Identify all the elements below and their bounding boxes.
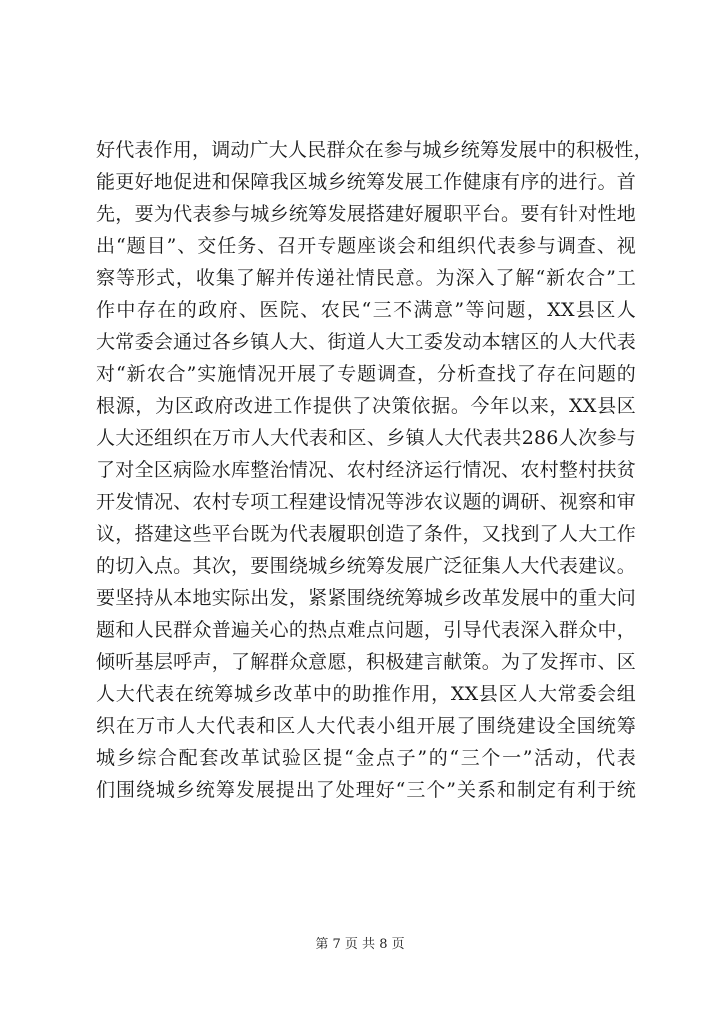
text-line: 察等形式，收集了解并传递社情民意。为深入了解“新农合”工 — [96, 267, 636, 289]
text-line: 能更好地促进和保障我区城乡统筹发展工作健康有序的进行。首 — [96, 171, 636, 193]
text-line: 开发情况、农村专项工程建设情况等涉农议题的调研、视察和审 — [96, 491, 636, 513]
text-line: 先，要为代表参与城乡统筹发展搭建好履职平台。要有针对性地 — [96, 203, 636, 225]
text-line: 城乡综合配套改革试验区提“金点子”的“三个一”活动，代表 — [96, 747, 636, 769]
text-line: 根源，为区政府改进工作提供了决策依据。今年以来，XX县区 — [96, 395, 636, 417]
text-line: 要坚持从本地实际出发，紧紧围绕统筹城乡改革发展中的重大问 — [96, 587, 636, 609]
text-line: 织在万市人大代表和区人大代表小组开展了围绕建设全国统筹 — [96, 715, 636, 737]
text-line: 们围绕城乡统筹发展提出了处理好“三个”关系和制定有利于统 — [96, 779, 636, 801]
text-line: 了对全区病险水库整治情况、农村经济运行情况、农村整村扶贫 — [96, 459, 636, 481]
text-line: 倾听基层呼声，了解群众意愿，积极建言献策。为了发挥市、区 — [96, 651, 636, 673]
text-line: 议，搭建这些平台既为代表履职创造了条件，又找到了人大工作 — [96, 523, 636, 545]
text-line: 出“题目”、交任务、召开专题座谈会和组织代表参与调查、视 — [96, 235, 636, 257]
page-number-footer: 第 7 页 共 8 页 — [315, 937, 405, 952]
text-line: 好代表作用，调动广大人民群众在参与城乡统筹发展中的积极性， — [96, 139, 653, 161]
text-line: 作中存在的政府、医院、农民“三不满意”等问题，XX县区人 — [96, 299, 636, 321]
text-line: 的切入点。其次，要围绕城乡统筹发展广泛征集人大代表建议。 — [96, 555, 636, 577]
body-paragraph — [96, 134, 653, 806]
text-line: 人大代表在统筹城乡改革中的助推作用，XX县区人大常委会组 — [96, 683, 636, 705]
text-line: 对“新农合”实施情况开展了专题调查，分析查找了存在问题的 — [96, 363, 636, 385]
text-line: 题和人民群众普遍关心的热点难点问题，引导代表深入群众中， — [96, 619, 636, 641]
text-line: 大常委会通过各乡镇人大、街道人大工委发动本辖区的人大代表 — [96, 331, 636, 353]
text-line: 人大还组织在万市人大代表和区、乡镇人大代表共286人次参与 — [96, 427, 636, 449]
